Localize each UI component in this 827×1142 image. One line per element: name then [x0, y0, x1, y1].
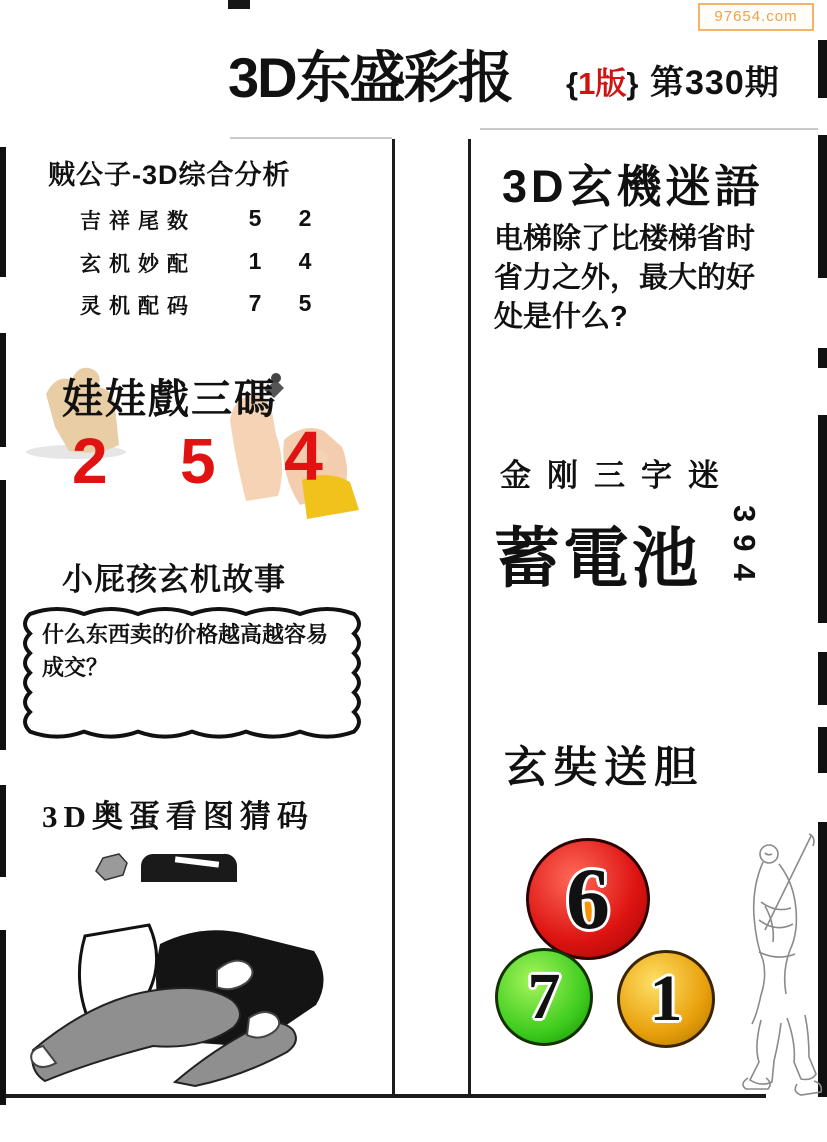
column-divider-left [392, 139, 395, 1096]
edition-close-brace: } [626, 66, 639, 101]
analysis-row-value: 1 [248, 248, 262, 274]
left-border-segment [0, 930, 6, 1105]
right-border-segment [818, 415, 827, 623]
analysis-row-value: 7 [248, 290, 262, 316]
left-border-segment [0, 480, 6, 750]
wawa-number: 2 [72, 425, 108, 497]
watermark-link[interactable]: 97654.com [698, 3, 814, 31]
right-border-segment [818, 40, 827, 98]
print-registration-mark [228, 0, 250, 9]
aodan-section-title: 3D奥蛋看图猜码 [42, 799, 314, 834]
analysis-row [80, 205, 330, 235]
analysis-row-value: 5 [298, 290, 312, 316]
wawa-number: 5 [180, 425, 216, 497]
xuanzang-section-title: 玄奘送胆 [504, 744, 704, 792]
bottom-rule [0, 1094, 766, 1098]
analysis-row-value: 5 [248, 205, 262, 231]
jingang-code-vertical: 394 [727, 505, 762, 593]
wawa-number: 4 [284, 417, 323, 495]
left-border-segment [0, 333, 6, 447]
ball-number: 6 [566, 850, 610, 948]
issue-number: 第330期 [650, 64, 780, 102]
lottery-ball-gold [617, 950, 715, 1048]
story-question: 什么东西卖的价格越高越容易成交？ [42, 622, 329, 680]
lottery-ball-green [495, 948, 593, 1046]
jingang-answer: 蓄電池 [494, 523, 701, 596]
wawa-section-title: 娃娃戲三碼 [62, 376, 277, 422]
analysis-section-title: 贼公子-3D综合分析 [48, 160, 291, 190]
analysis-row [80, 248, 330, 278]
left-border-segment [0, 785, 6, 877]
edition-label [566, 58, 638, 103]
analysis-row-value: 4 [298, 248, 312, 274]
paper-title: 3D东盛彩报 [228, 46, 512, 109]
analysis-row-label: 吉祥尾数 [80, 210, 196, 233]
analysis-row [80, 290, 330, 320]
riddle-line-clipped: 处是什么? [494, 301, 628, 333]
riddle-section-title: 3D玄機迷語 [502, 161, 764, 212]
riddle-line: 省力之外，最大的好 [494, 262, 756, 294]
right-border-segment [818, 652, 827, 705]
riddle-line: 电梯除了比楼梯省时 [494, 223, 756, 255]
riddle-text [494, 220, 824, 333]
analysis-row-value: 2 [298, 205, 312, 231]
right-border-segment [818, 727, 827, 773]
left-border-segment [0, 147, 6, 277]
story-section-title: 小屁孩玄机故事 [62, 562, 286, 597]
analysis-row-label: 玄机妙配 [80, 253, 196, 276]
monk-illustration [735, 832, 825, 1090]
edition-open-brace: { [566, 66, 579, 101]
ball-number: 1 [649, 962, 683, 1035]
jingang-section-title: 金刚三字迷 [500, 458, 735, 493]
ball-number: 7 [527, 960, 561, 1033]
right-border-segment [818, 348, 827, 368]
right-column-top-edge [480, 128, 818, 130]
header-separator [230, 137, 392, 139]
edition-number: 1版 [578, 66, 627, 101]
column-divider-right [468, 139, 471, 1096]
aodan-cartoon-illustration [25, 852, 355, 1090]
lottery-ball-red [526, 838, 650, 960]
analysis-row-label: 灵机配码 [80, 295, 196, 318]
